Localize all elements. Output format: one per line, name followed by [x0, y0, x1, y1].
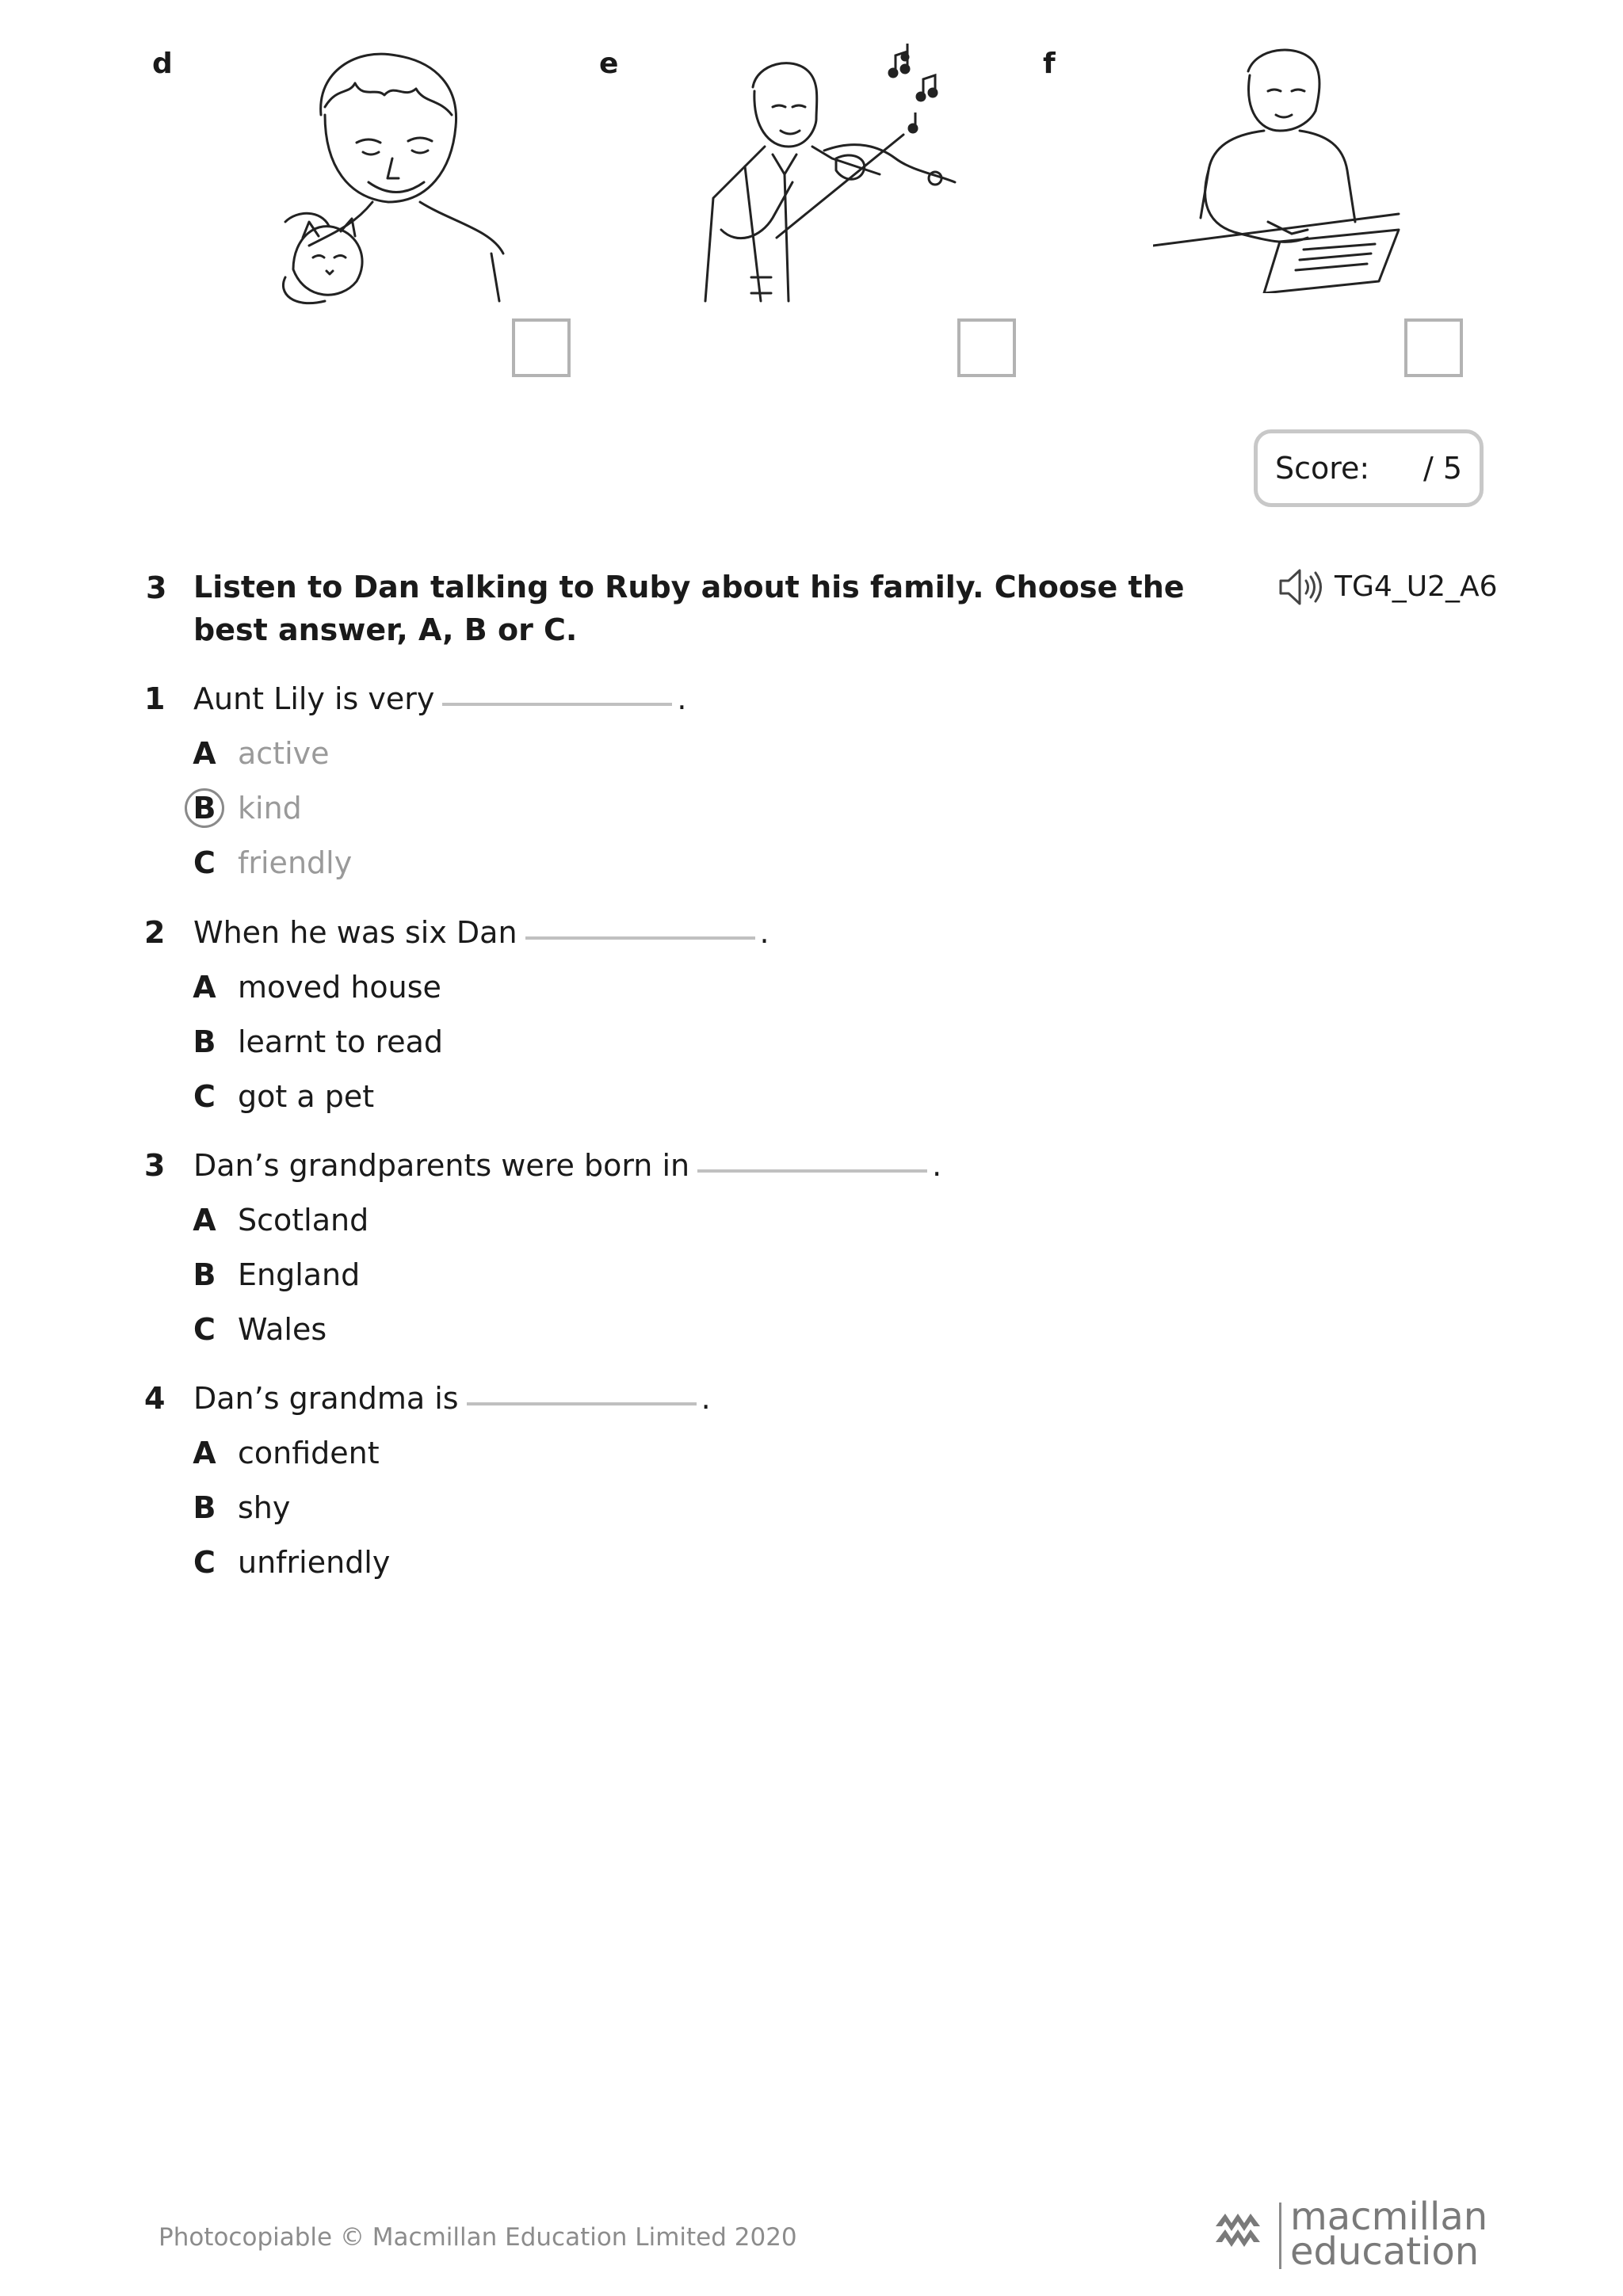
answer-box-d[interactable]: [512, 318, 571, 377]
option-letter: A: [193, 1203, 216, 1238]
option-text[interactable]: confident: [238, 1436, 380, 1470]
answer-blank[interactable]: [442, 703, 672, 706]
option-text[interactable]: friendly: [238, 845, 353, 880]
option-letter: B: [193, 1490, 216, 1525]
question-number: 3: [144, 1148, 166, 1183]
score-total: / 5: [1423, 451, 1462, 486]
question-number: 1: [144, 681, 166, 716]
macmillan-logo-icon: [1214, 2206, 1265, 2248]
option-letter: A: [193, 736, 216, 771]
option-text[interactable]: shy: [238, 1490, 291, 1525]
exercise-number: 3: [146, 570, 167, 605]
speaker-icon[interactable]: [1277, 567, 1323, 607]
option-text[interactable]: kind: [238, 791, 302, 826]
option-letter: B: [193, 1024, 216, 1059]
option-text[interactable]: unfriendly: [238, 1545, 391, 1580]
option-letter: C: [193, 1545, 216, 1580]
option-text[interactable]: active: [238, 736, 330, 771]
option-letter: A: [193, 1436, 216, 1470]
answer-blank[interactable]: [467, 1402, 697, 1405]
option-letter: B: [193, 791, 216, 826]
question-text: Dan’s grandparents were born in .: [193, 1148, 942, 1183]
option-text[interactable]: Scotland: [238, 1203, 369, 1238]
logo-text-line1: macmillan: [1290, 2195, 1488, 2239]
answer-box-e[interactable]: [957, 318, 1016, 377]
option-text[interactable]: England: [238, 1257, 361, 1292]
option-text[interactable]: learnt to read: [238, 1024, 444, 1059]
picture-letter-e: e: [599, 48, 619, 80]
option-text[interactable]: Wales: [238, 1312, 327, 1347]
boy-playing-violin-illustration: [697, 40, 967, 309]
option-letter: C: [193, 1079, 216, 1114]
option-letter: C: [193, 1312, 216, 1347]
picture-letter-d: d: [152, 48, 173, 80]
question-text: Dan’s grandma is .: [193, 1381, 711, 1416]
question-number: 4: [144, 1381, 166, 1416]
boy-with-kitten-illustration: [262, 40, 515, 309]
option-text[interactable]: got a pet: [238, 1079, 375, 1114]
copyright-notice: Photocopiable © Macmillan Education Limited 2020: [158, 2223, 797, 2252]
question-number: 2: [144, 915, 166, 950]
logo-divider: [1279, 2203, 1281, 2269]
boy-writing-illustration: [1153, 40, 1407, 293]
question-text: When he was six Dan .: [193, 915, 769, 950]
answer-blank[interactable]: [525, 936, 755, 940]
logo-text-line2: education: [1290, 2229, 1480, 2274]
answer-blank[interactable]: [697, 1169, 927, 1173]
answer-box-f[interactable]: [1404, 318, 1463, 377]
option-letter: B: [193, 1257, 216, 1292]
score-box: [1254, 429, 1484, 507]
option-letter: C: [193, 845, 216, 880]
question-text: Aunt Lily is very .: [193, 681, 687, 716]
option-letter: A: [193, 970, 216, 1005]
score-label: Score:: [1275, 451, 1370, 486]
option-text[interactable]: moved house: [238, 970, 441, 1005]
audio-track-code: TG4_U2_A6: [1335, 570, 1498, 603]
exercise-instruction: Listen to Dan talking to Ruby about his family. Choose the best answer, A, B or C.: [193, 570, 1185, 647]
picture-letter-f: f: [1043, 48, 1056, 80]
